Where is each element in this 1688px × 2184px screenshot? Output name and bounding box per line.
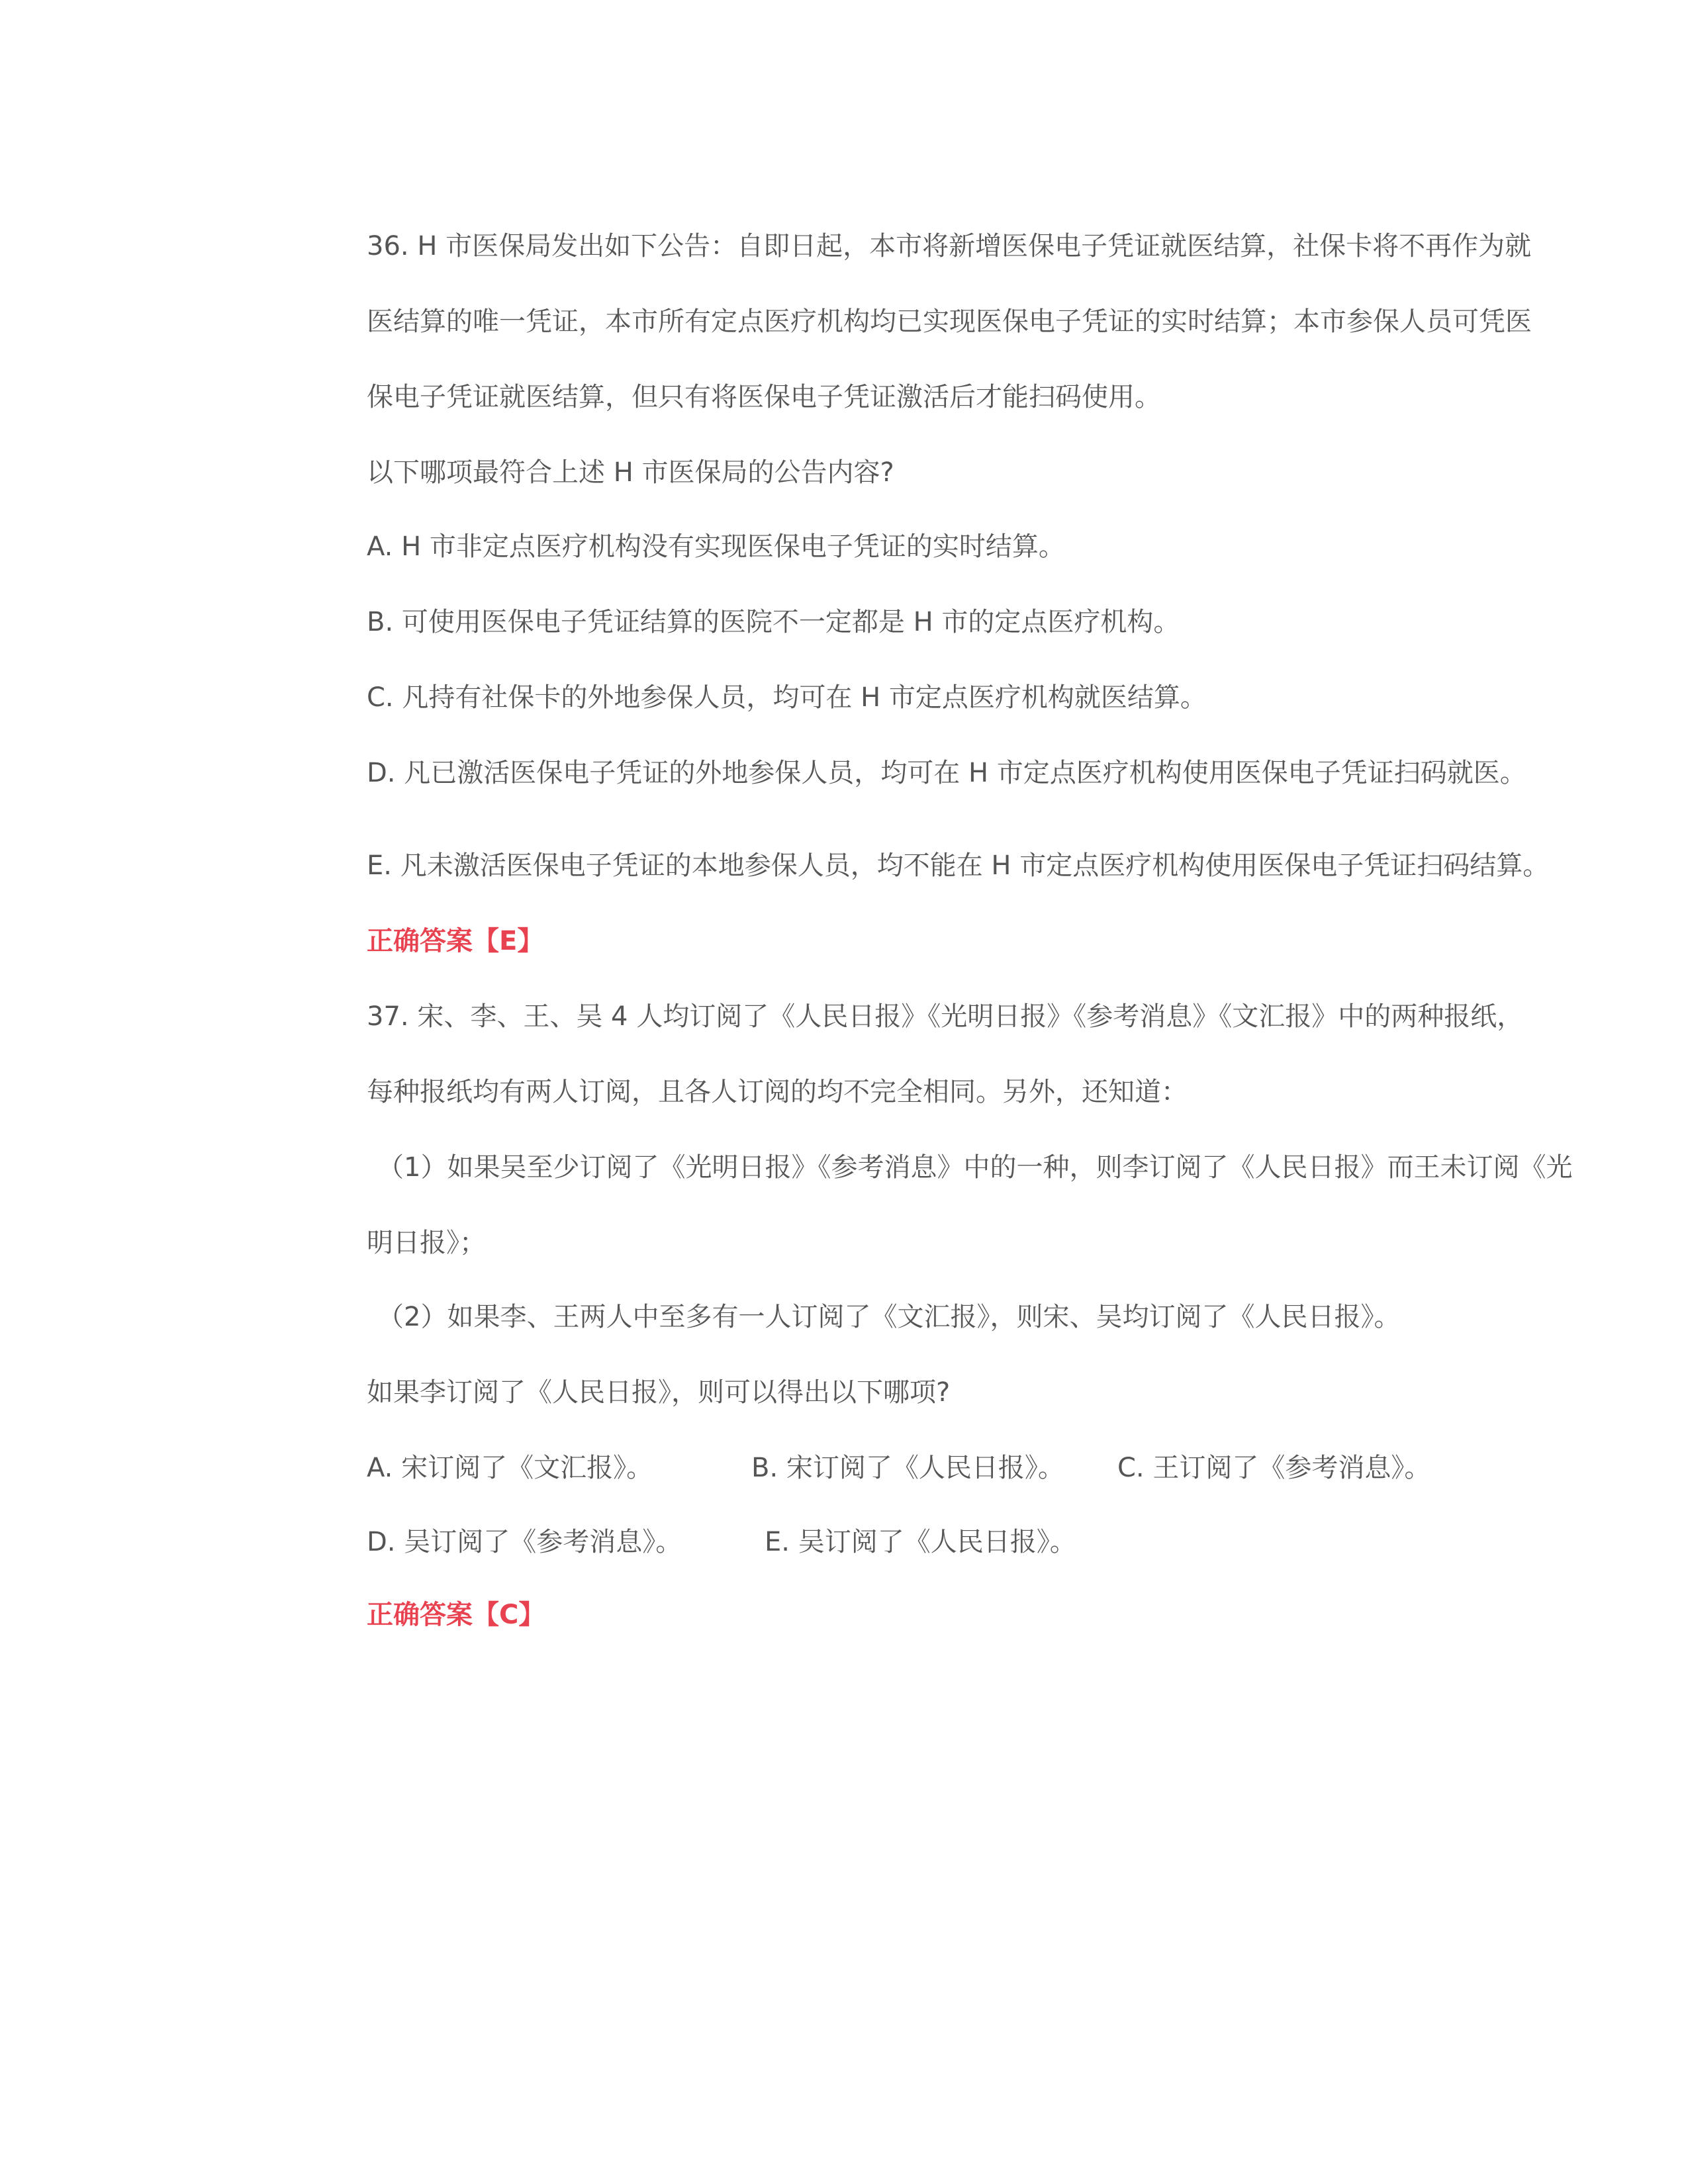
q37-stem-line-1: 37. 宋、李、王、吴 4 人均订阅了《人民日报》《光明日报》《参考消息》《文汇报》中的两种报纸， <box>367 1001 1524 1032</box>
q36-option-e: E. 凡未激活医保电子凭证的本地参保人员，均不能在 H 市定点医疗机构使用医保电子凭证扫码结算。 <box>367 850 1550 881</box>
q37-condition-1-line-1: （1）如果吴至少订阅了《光明日报》《参考消息》中的一种，则李订阅了《人民日报》而王未订阅《光 <box>377 1152 1573 1183</box>
q36-option-d: D. 凡已激活医保电子凭证的外地参保人员，均可在 H 市定点医疗机构使用医保电子凭证扫码就医。 <box>367 758 1526 788</box>
q37-question: 如果李订阅了《人民日报》，则可以得出以下哪项? <box>367 1377 951 1408</box>
q37-option-a: A. 宋订阅了《文汇报》。 <box>367 1453 653 1483</box>
q37-condition-2: （2）如果李、王两人中至多有一人订阅了《文汇报》，则宋、吴均订阅了《人民日报》。 <box>377 1302 1401 1332</box>
q36-stem-line-1: 36. H 市医保局发出如下公告：自即日起，本市将新增医保电子凭证就医结算，社保卡将不再作为就 <box>367 231 1532 261</box>
q37-option-e: E. 吴订阅了《人民日报》。 <box>765 1527 1076 1557</box>
q36-answer: 正确答案【E】 <box>367 926 544 956</box>
q37-option-c: C. 王订阅了《参考消息》。 <box>1117 1453 1431 1483</box>
q37-condition-1-line-2: 明日报》； <box>367 1228 486 1258</box>
q37-option-b: B. 宋订阅了《人民日报》。 <box>751 1453 1064 1483</box>
q36-question: 以下哪项最符合上述 H 市医保局的公告内容? <box>367 457 894 488</box>
q36-option-b: B. 可使用医保电子凭证结算的医院不一定都是 H 市的定点医疗机构。 <box>367 607 1180 637</box>
q36-stem-line-2: 医结算的唯一凭证，本市所有定点医疗机构均已实现医保电子凭证的实时结算；本市参保人员可凭医 <box>367 306 1532 337</box>
q36-stem-line-3: 保电子凭证就医结算，但只有将医保电子凭证激活后才能扫码使用。 <box>367 382 1161 412</box>
q36-option-c: C. 凡持有社保卡的外地参保人员，均可在 H 市定点医疗机构就医结算。 <box>367 682 1207 713</box>
q37-stem-line-2: 每种报纸均有两人订阅，且各人订阅的均不完全相同。另外，还知道： <box>367 1077 1188 1107</box>
q36-option-a: A. H 市非定点医疗机构没有实现医保电子凭证的实时结算。 <box>367 531 1065 562</box>
q37-answer: 正确答案【C】 <box>367 1600 545 1630</box>
q37-option-d: D. 吴订阅了《参考消息》。 <box>367 1527 682 1557</box>
